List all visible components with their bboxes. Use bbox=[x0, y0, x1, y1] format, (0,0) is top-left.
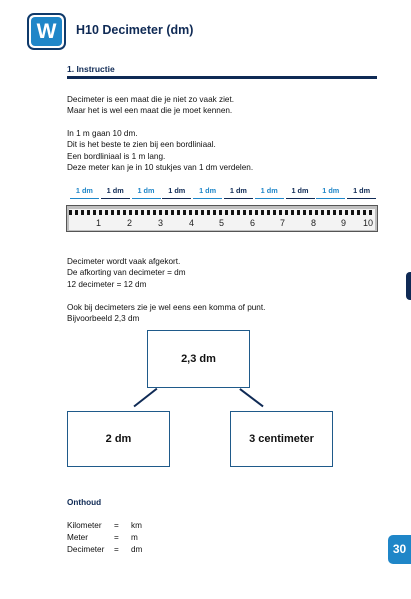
unit-name: Decimeter bbox=[67, 545, 105, 554]
ruler-number: 10 bbox=[363, 218, 374, 228]
section-title: 1. Instructie bbox=[67, 64, 115, 74]
segment-arrow bbox=[162, 198, 191, 199]
ruler-number: 3 bbox=[158, 218, 164, 228]
logo-letter: W bbox=[31, 17, 62, 46]
segment-arrow bbox=[101, 198, 130, 199]
unit-abbr: dm bbox=[131, 545, 143, 554]
segment-label: 1 dm bbox=[291, 186, 309, 195]
segment-label: 1 dm bbox=[353, 186, 371, 195]
text-line: De afkorting van decimeter = dm bbox=[67, 268, 186, 278]
segment-label: 1 dm bbox=[199, 186, 217, 195]
segment-label: 1 dm bbox=[75, 186, 93, 195]
diagram-box-dm: 2 dm bbox=[67, 411, 170, 467]
segment-label: 1 dm bbox=[106, 186, 124, 195]
unit-abbr: km bbox=[131, 521, 142, 530]
segment-arrow bbox=[132, 198, 161, 199]
text-line: 12 decimeter = 12 dm bbox=[67, 279, 147, 289]
diagram-box-total: 2,3 dm bbox=[147, 330, 250, 388]
text-line: Maar het is wel een maat die je moet kennen. bbox=[67, 106, 233, 116]
ruler-ticks bbox=[69, 210, 375, 215]
segment-arrow bbox=[347, 198, 376, 199]
segment-arrow bbox=[316, 198, 345, 199]
board-ruler-image bbox=[66, 205, 378, 232]
segment-arrow bbox=[193, 198, 222, 199]
text-line: Een bordliniaal is 1 m lang. bbox=[67, 151, 166, 161]
segment-arrow bbox=[70, 198, 99, 199]
segment-label: 1 dm bbox=[229, 186, 247, 195]
segment-label: 1 dm bbox=[322, 186, 340, 195]
page-title: H10 Decimeter (dm) bbox=[76, 23, 194, 37]
equals-sign: = bbox=[114, 533, 119, 542]
ruler-number: 7 bbox=[280, 218, 286, 228]
text-line: Decimeter is een maat die je niet zo vaak ziet. bbox=[67, 95, 235, 104]
ruler-number: 6 bbox=[250, 218, 256, 228]
segment-label: 1 dm bbox=[168, 186, 186, 195]
connector-line-right bbox=[240, 388, 264, 407]
unit-abbr: m bbox=[131, 533, 138, 542]
unit-name: Kilometer bbox=[67, 521, 102, 530]
abbreviation-paragraph bbox=[67, 256, 186, 290]
comma-paragraph bbox=[67, 302, 265, 325]
ruler-number: 9 bbox=[341, 218, 347, 228]
intro-paragraph bbox=[67, 94, 234, 117]
section-divider bbox=[67, 76, 377, 79]
ruler-number: 2 bbox=[127, 218, 133, 228]
connector-line-left bbox=[134, 388, 158, 407]
text-line: Decimeter wordt vaak afgekort. bbox=[67, 257, 181, 266]
text-line: Deze meter kan je in 10 stukjes van 1 dm verdelen. bbox=[67, 163, 254, 173]
equals-sign: = bbox=[114, 545, 119, 554]
text-line: Ook bij decimeters zie je wel eens een komma of punt. bbox=[67, 303, 266, 312]
text-line: Dit is het beste te zien bij een bordliniaal. bbox=[67, 140, 216, 150]
diagram-box-cm: 3 centimeter bbox=[230, 411, 333, 467]
segment-arrow bbox=[286, 198, 315, 199]
ruler-number: 8 bbox=[311, 218, 317, 228]
text-line: In 1 m gaan 10 dm. bbox=[67, 129, 138, 138]
remember-title: Onthoud bbox=[67, 498, 102, 507]
ruler-number: 5 bbox=[219, 218, 225, 228]
segment-arrow bbox=[224, 198, 253, 199]
segment-label: 1 dm bbox=[137, 186, 155, 195]
ruler-number: 4 bbox=[189, 218, 195, 228]
segment-arrow bbox=[255, 198, 284, 199]
equals-sign: = bbox=[114, 521, 119, 530]
page-number-badge: 30 bbox=[388, 535, 411, 564]
ruler-segment-labels bbox=[69, 186, 377, 204]
unit-name: Meter bbox=[67, 533, 88, 542]
side-tab-marker bbox=[406, 272, 411, 300]
meter-paragraph bbox=[67, 128, 253, 174]
ruler-number: 1 bbox=[96, 218, 102, 228]
text-line: Bijvoorbeeld 2,3 dm bbox=[67, 314, 140, 324]
chapter-logo bbox=[27, 13, 66, 50]
segment-label: 1 dm bbox=[260, 186, 278, 195]
